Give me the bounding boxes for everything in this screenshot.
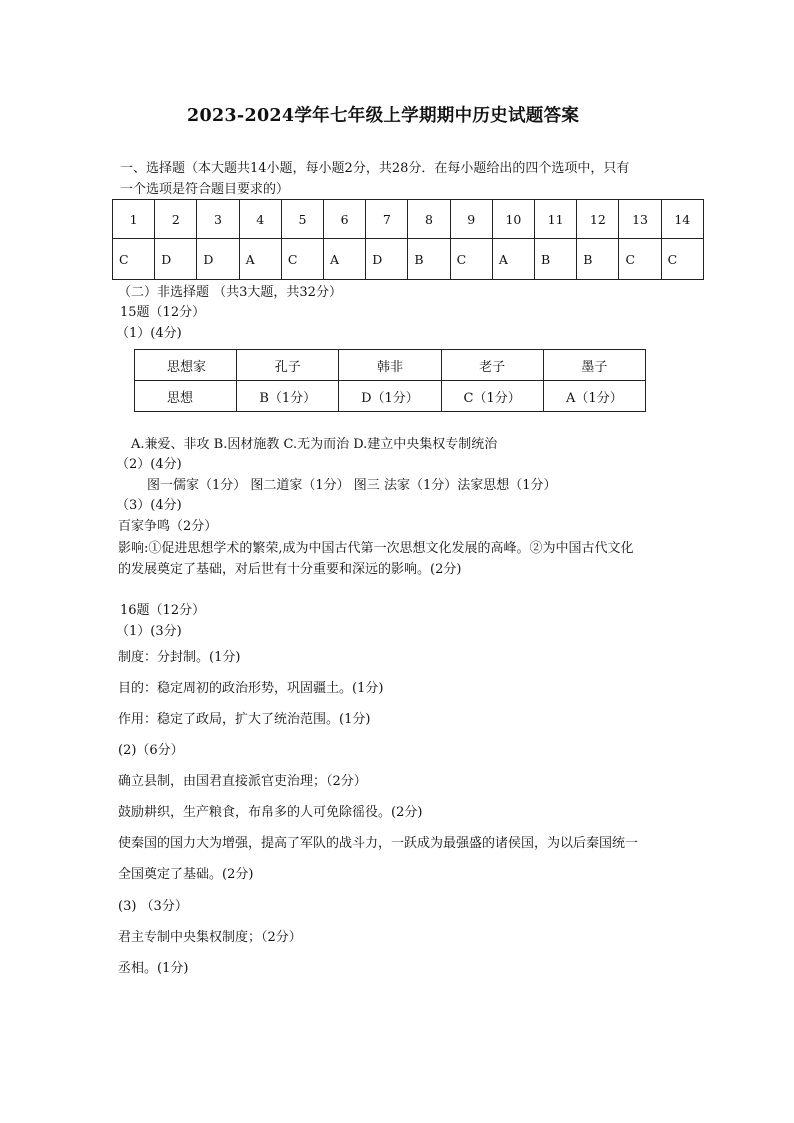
question-number-cell: 3	[197, 200, 239, 239]
thought-cell: D（1分）	[339, 381, 441, 412]
thought-row	[135, 381, 646, 412]
question-number-row	[113, 200, 704, 239]
q15-sub2-answer: 图一儒家（1分） 图二道家（1分） 图三 法家（1分）法家思想（1分）	[147, 478, 557, 493]
answer-cell: C	[113, 239, 155, 280]
part2-heading: （二）非选择题 （共3大题，共32分）	[118, 285, 342, 300]
thinker-header-cell: 老子	[441, 350, 543, 381]
answer-cell: B	[577, 239, 619, 280]
answer-cell: D	[155, 239, 197, 280]
q16-system: 制度：分封制。(1分)	[118, 650, 241, 665]
thinker-header-cell: 思想家	[135, 350, 237, 381]
question-number-cell: 13	[619, 200, 661, 239]
thinker-header-cell: 孔子	[237, 350, 339, 381]
answer-cell: D	[366, 239, 408, 280]
q15-sub2-label: （2）(4分)	[116, 457, 182, 472]
part1-heading-line1: 一、选择题（本大题共14小题，每小题2分，共28分．在每小题给出的四个选项中，只有	[120, 161, 630, 176]
q16-sub2-line3: 使秦国的国力大为增强，提高了军队的战斗力，一跃成为最强盛的诸侯国，为以后秦国统一	[118, 836, 639, 851]
q16-sub2-label: (2)（6分）	[118, 743, 184, 758]
thought-cell: B（1分）	[237, 381, 339, 412]
answer-cell: C	[661, 239, 703, 280]
multiple-choice-answer-table	[112, 199, 704, 280]
thinker-header-cell: 韩非	[339, 350, 441, 381]
thinker-header-row	[135, 350, 646, 381]
q16-purpose: 目的：稳定周初的政治形势，巩固疆土。(1分)	[118, 681, 384, 696]
question-number-cell: 6	[324, 200, 366, 239]
question-number-cell: 11	[535, 200, 577, 239]
q15-impact-line1: 影响:①促进思想学术的繁荣,成为中国古代第一次思想文化发展的高峰。②为中国古代文化	[118, 541, 634, 556]
question-number-cell: 12	[577, 200, 619, 239]
answer-cell: B	[408, 239, 450, 280]
question-number-cell: 7	[366, 200, 408, 239]
q16-sub3-line1: 君主专制中央集权制度；（2分）	[118, 930, 302, 945]
answer-cell: D	[197, 239, 239, 280]
answer-cell: C	[281, 239, 323, 280]
question-number-cell: 10	[492, 200, 534, 239]
q15-sub3-label: （3）(4分)	[116, 498, 182, 513]
q16-sub2-line1: 确立县制，由国君直接派官吏治理；（2分）	[118, 774, 367, 789]
question-number-cell: 9	[450, 200, 492, 239]
q15-sub3-answer: 百家争鸣（2分）	[118, 519, 218, 534]
question-number-cell: 2	[155, 200, 197, 239]
q16-sub1-label: （1）(3分)	[116, 624, 182, 639]
answer-cell: C	[619, 239, 661, 280]
answer-cell: B	[535, 239, 577, 280]
answer-row	[113, 239, 704, 280]
q16-sub3-label: (3) （3分）	[118, 899, 188, 914]
question-number-cell: 4	[239, 200, 281, 239]
q15-sub1-label: （1）(4分)	[116, 326, 182, 341]
thought-cell: A（1分）	[543, 381, 645, 412]
q16-effect: 作用：稳定了政局，扩大了统治范围。(1分)	[118, 712, 371, 727]
thinker-table	[134, 349, 646, 412]
q15-title: 15题（12分）	[120, 305, 206, 320]
q15-options: A.兼爱、非攻 B.因材施教 C.无为而治 D.建立中央集权专制统治	[131, 437, 498, 452]
q16-sub3-line2: 丞相。(1分)	[118, 961, 189, 976]
page-title: 2023-2024学年七年级上学期期中历史试题答案	[187, 106, 580, 126]
thought-cell: C（1分）	[441, 381, 543, 412]
thought-cell: 思想	[135, 381, 237, 412]
q15-impact-line2: 的发展奠定了基础，对后世有十分重要和深远的影响。(2分)	[118, 562, 462, 577]
question-number-cell: 8	[408, 200, 450, 239]
part1-heading-line2: 一个选项是符合题目要求的）	[120, 182, 290, 197]
answer-cell: A	[324, 239, 366, 280]
answer-cell: A	[492, 239, 534, 280]
question-number-cell: 5	[281, 200, 323, 239]
q16-sub2-line4: 全国奠定了基础。(2分)	[118, 867, 254, 882]
thinker-header-cell: 墨子	[543, 350, 645, 381]
question-number-cell: 14	[661, 200, 703, 239]
answer-cell: C	[450, 239, 492, 280]
answer-cell: A	[239, 239, 281, 280]
question-number-cell: 1	[113, 200, 155, 239]
q16-sub2-line2: 鼓励耕织，生产粮食，布帛多的人可免除徭役。(2分)	[118, 805, 423, 820]
q16-title: 16题（12分）	[120, 603, 206, 618]
